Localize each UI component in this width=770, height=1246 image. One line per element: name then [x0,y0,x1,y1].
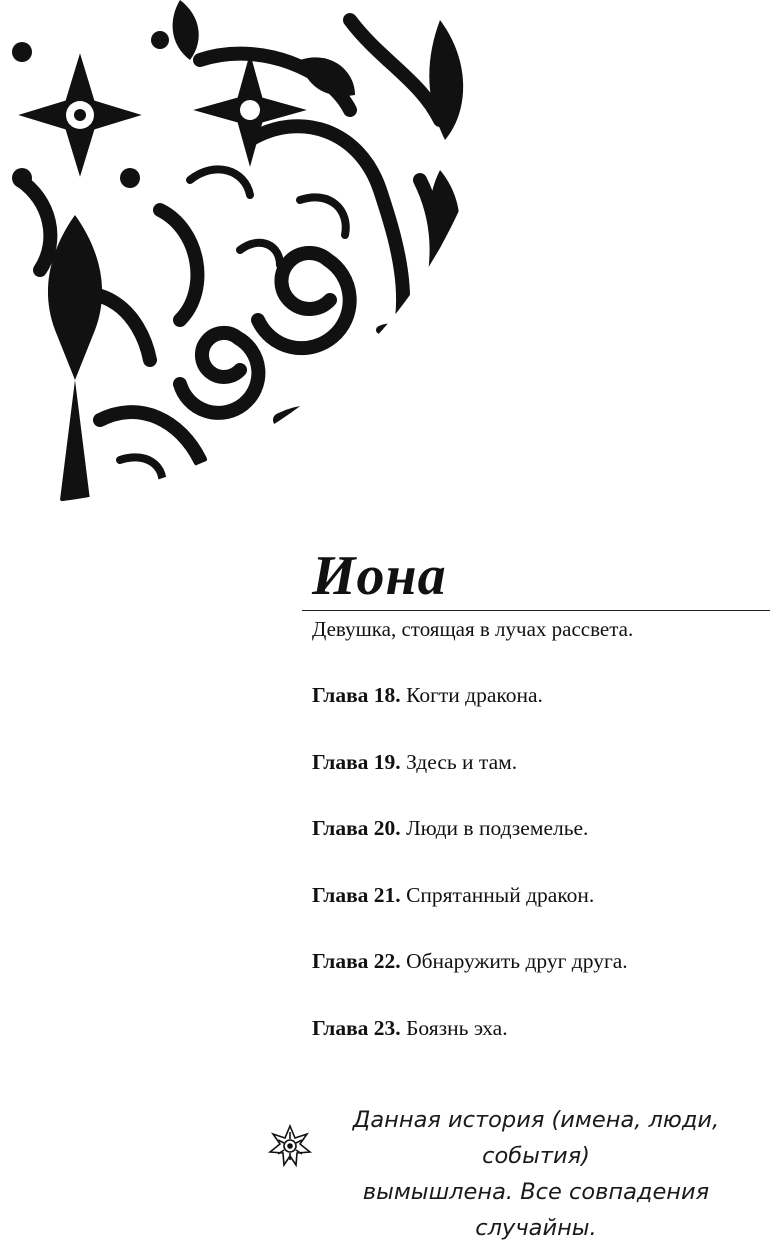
chapter-name: Спрятанный дракон. [406,882,595,907]
chapter-number: Глава 21. [312,882,401,907]
disclaimer [268,1102,758,1241]
disclaimer-line-1: Данная история (имена, люди, события) [352,1107,720,1169]
chapter-number: Глава 22. [312,949,401,973]
page-title: Иона [312,545,447,607]
decorative-ornament [0,0,480,515]
chapter-item [312,1011,628,1078]
chapter-item [312,678,628,745]
chapter-number: Глава 18. [312,683,401,707]
chapter-number: Глава 20. [312,816,401,840]
page-subtitle: Девушка, стоящая в лучах рассвета. [312,617,634,641]
chapter-name: Здесь и там. [406,749,518,774]
chapter-name: Обнаружить друг друга. [406,949,628,973]
title-divider [302,610,770,611]
chapter-list [312,678,628,1077]
chapter-number: Глава 19. [312,749,401,774]
chapter-item [312,745,628,812]
disclaimer-line-2: вымышлена. Все совпадения случайны. [362,1179,710,1241]
chapter-name: Боязнь эха. [406,1015,508,1040]
chapter-name: Люди в подземелье. [406,816,589,840]
flower-ornament-icon [268,1124,312,1168]
chapter-name: Когти дракона. [406,683,543,707]
chapter-number: Глава 23. [312,1015,401,1040]
disclaimer-text [316,1102,756,1246]
chapter-item [312,811,628,878]
chapter-item [312,878,628,945]
chapter-item [312,944,628,1011]
